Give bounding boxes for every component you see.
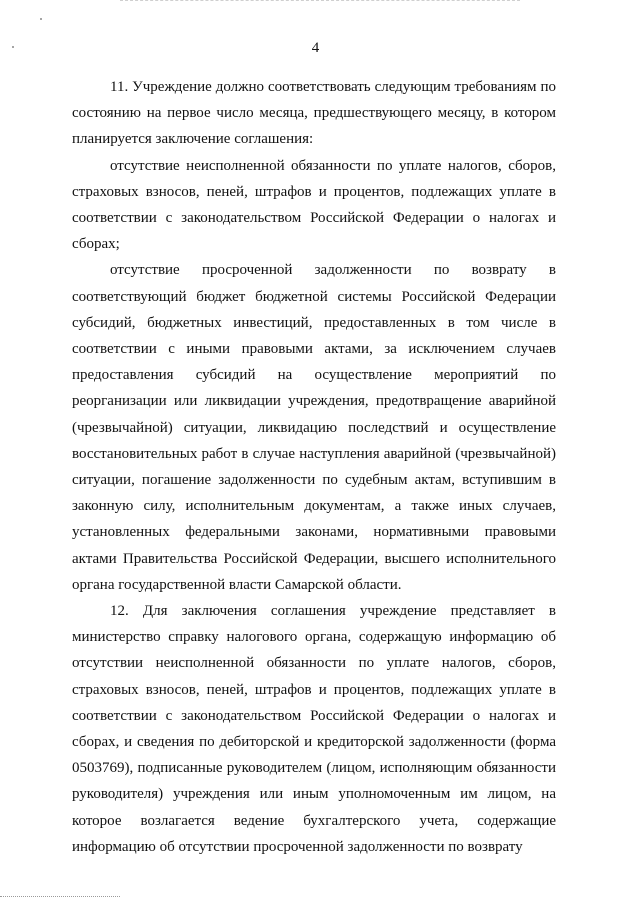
document-body (72, 74, 556, 860)
scan-artifact-top (120, 0, 520, 2)
paragraph-requirement-taxes: отсутствие неисполненной обязанности по уплате налогов, сборов, страховых взносов, пеней, штрафов и процентов, подлежащих уплате в соответствии с законодательством Российской Федерации о налогах и сборах; (72, 157, 556, 253)
paragraph-requirement-debt: отсутствие просроченной задолженности по возврату в соответствующий бюджет бюджетной системы Российской Федерации субсидий, бюджетных инвестиций, предоставленных в том числе в соответствии с иными правовыми актами, за исключением случаев предоставления субсидий на осуществление мероприятий по реорганизации или ликвидации учреждения, предотвращение аварийной (чрезвычайной) ситуации, ликвидацию последствий и осуществление восстановительных работ в случае наступления аварийной (чрезвычайной) ситуации, погашение задолженности по судебным актам, вступившим в законную силу, исполнительным документам, а также иных случаев, установленных федеральными законами, нормативными правовыми актами Правительства Российской Федерации, высшего исполнительного органа государственной власти Самарской области. (72, 262, 556, 593)
scan-speck (40, 18, 42, 20)
paragraph-11-intro: 11. Учреждение должно соответствовать следующим требованиям по состоянию на первое число месяца, предшествующего месяцу, в котором планируется заключение соглашения: (72, 79, 556, 148)
scan-artifact-bottom (0, 896, 120, 899)
paragraph-12: 12. Для заключения соглашения учреждение представляет в министерство справку налогового органа, содержащую информацию об отсутствии неисполненной обязанности по уплате налогов, сборов, страховых взносов, пеней, штрафов и процентов, подлежащих уплате в соответствии с законодательством Российской Федерации о налогах и сборах, и сведения по дебиторской и кредиторской задолженности (форма 0503769), подписанные руководителем (лицом, исполняющим обязанности руководителя) учреждения или иным уполномоченным им лицом, на которое возлагается ведение бухгалтерского учета, содержащие информацию об отсутствии просроченной задолженности по возврату (72, 603, 556, 855)
page-number: 4 (311, 40, 320, 56)
